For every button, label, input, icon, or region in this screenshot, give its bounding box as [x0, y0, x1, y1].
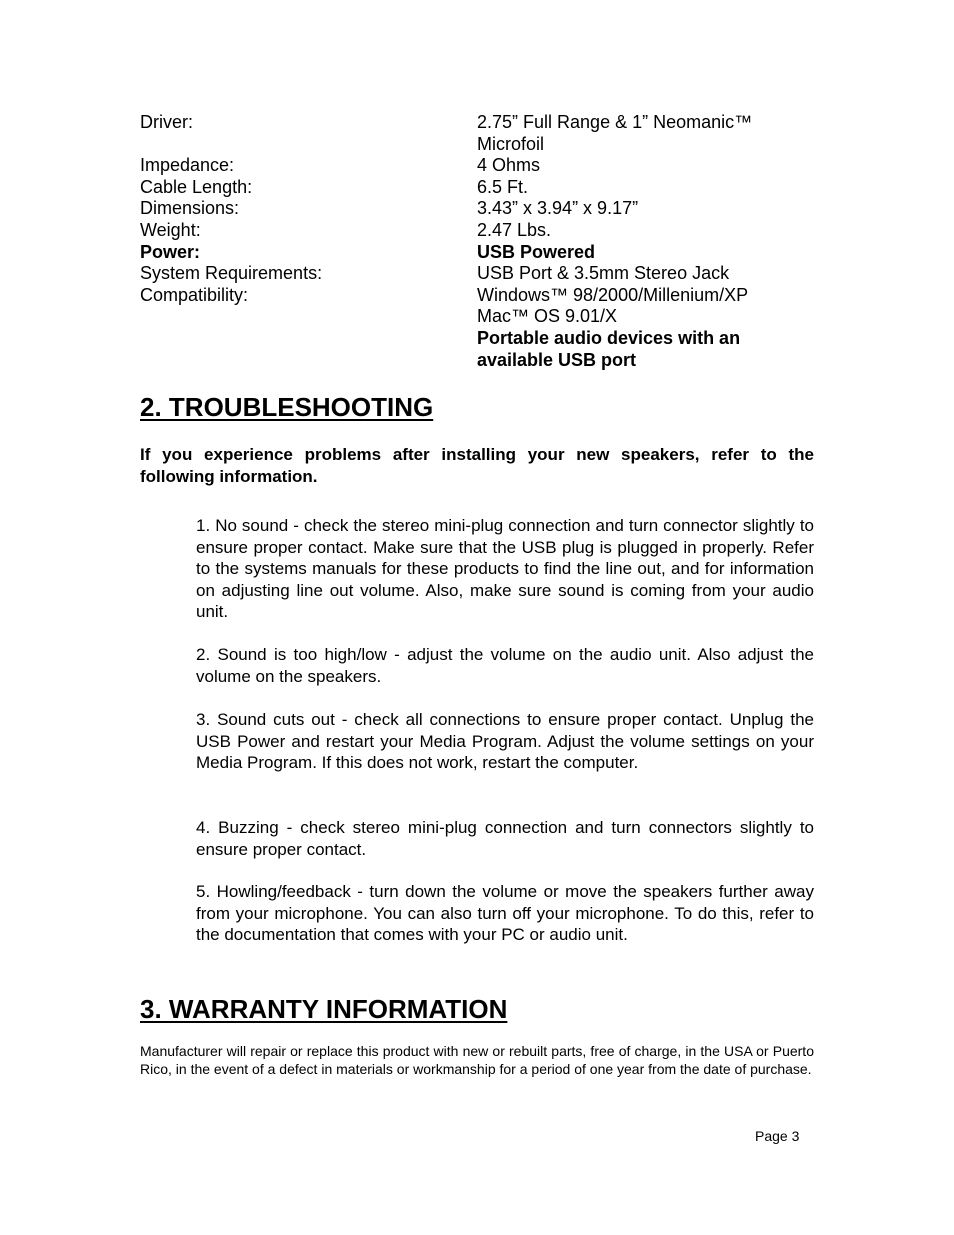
spec-label: Driver: — [140, 112, 193, 132]
spec-row-compatibility — [140, 285, 820, 328]
spec-label: Impedance: — [140, 155, 235, 176]
spec-row-dimensions — [140, 198, 820, 220]
troubleshooting-item-sound-cuts-out: 3. Sound cuts out - check all connections to ensure proper contact. Unplug the USB Power and restart your Media Program. Adjust the volume settings on your Media Program. If this does not work, restart the computer. — [196, 710, 814, 773]
spec-label: Power: — [140, 241, 201, 262]
troubleshooting-intro: If you experience problems after installing your new speakers, refer to the following information. — [140, 445, 814, 486]
spec-label — [140, 328, 477, 371]
spec-value: 2.75” Full Range & 1” Neomanic™ — [477, 112, 753, 132]
spec-value: Portable audio devices with an — [477, 327, 741, 348]
spec-value: 3.43” x 3.94” x 9.17” — [477, 198, 639, 219]
spec-row-driver — [140, 112, 820, 155]
spec-value: Mac™ OS 9.01/X — [477, 306, 618, 327]
spec-label: Dimensions: — [140, 198, 240, 219]
spec-value: Windows™ 98/2000/Millenium/XP — [477, 284, 749, 305]
spec-row-weight — [140, 220, 820, 242]
warranty-text: Manufacturer will repair or replace this product with new or rebuilt parts, free of charge, in the USA or Puerto Rico, in the event of a defect in materials or workmanship for a period of one year from the date of purchase. — [140, 1043, 814, 1078]
troubleshooting-item-howling: 5. Howling/feedback - turn down the volume or move the speakers further away from your microphone. You can also turn off your microphone. To do this, refer to the documentation that comes with your PC or audio unit. — [196, 882, 814, 945]
spec-row-system-requirements — [140, 263, 820, 285]
spec-value: 4 Ohms — [477, 155, 541, 176]
spec-label: Weight: — [140, 219, 201, 240]
spec-value: 2.47 Lbs. — [477, 219, 552, 240]
spec-value: Microfoil — [477, 133, 545, 154]
spec-row-impedance — [140, 155, 820, 177]
warranty-heading: 3. WARRANTY INFORMATION — [140, 994, 508, 1024]
spec-value: USB Powered — [477, 241, 596, 262]
troubleshooting-item-volume: 2. Sound is too high/low - adjust the volume on the audio unit. Also adjust the volume on the speakers. — [196, 645, 814, 686]
troubleshooting-item-no-sound: 1. No sound - check the stereo mini-plug connection and turn connector slightly to ensure proper contact. Make sure that the USB plug is plugged in properly. Refer to the systems manuals for these products to find the line out, and for information on adjusting line out volume. Also, make sure sound is coming from your audio unit. — [196, 516, 814, 622]
spec-value: available USB port — [477, 349, 637, 370]
specifications-table — [140, 112, 820, 371]
spec-row-cable-length — [140, 177, 820, 199]
spec-label: System Requirements: — [140, 263, 323, 284]
spec-row-power — [140, 242, 820, 264]
spec-value: USB Port & 3.5mm Stereo Jack — [477, 263, 730, 284]
spec-row-portable-devices — [140, 328, 820, 371]
spec-label: Compatibility: — [140, 284, 249, 305]
page-number: Page 3 — [755, 1128, 800, 1144]
spec-value: 6.5 Ft. — [477, 176, 529, 197]
spec-label: Cable Length: — [140, 176, 253, 197]
troubleshooting-item-buzzing: 4. Buzzing - check stereo mini-plug connection and turn connectors slightly to ensure proper contact. — [196, 818, 814, 859]
troubleshooting-heading: 2. TROUBLESHOOTING — [140, 392, 434, 422]
